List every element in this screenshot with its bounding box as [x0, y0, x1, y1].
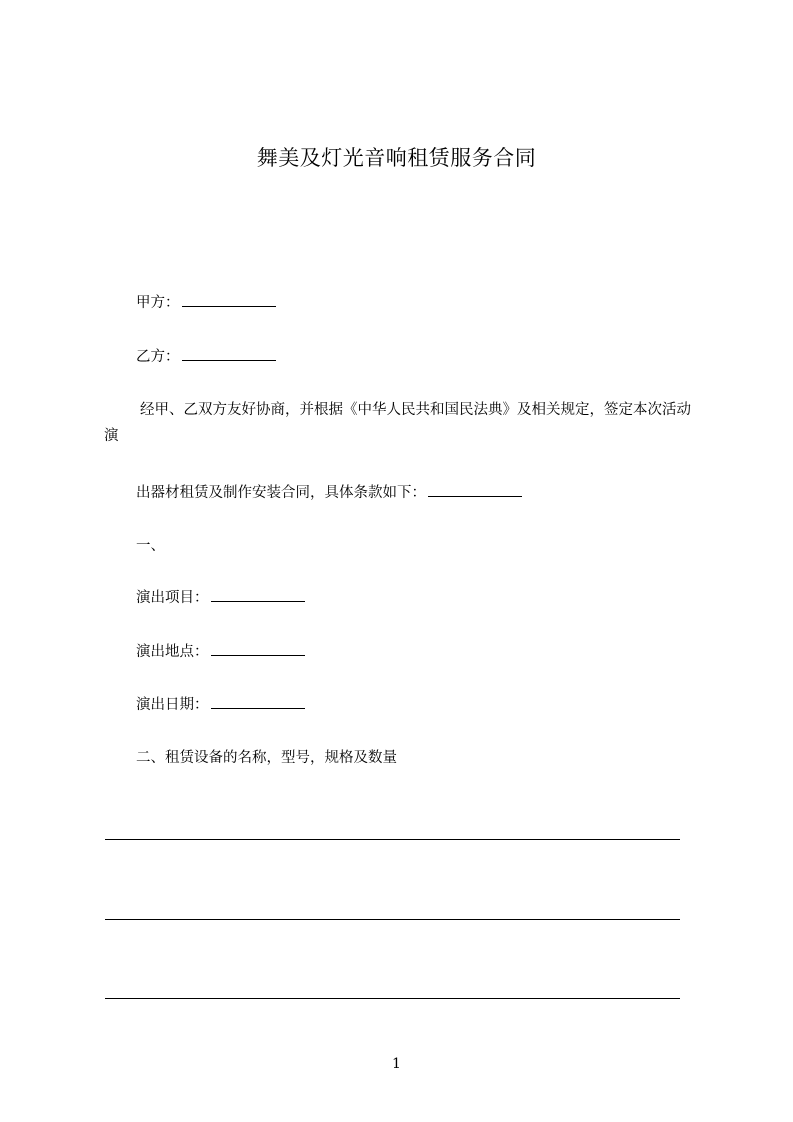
section-one-heading: 一、 [136, 538, 165, 554]
project-blank [211, 587, 305, 602]
document-title: 舞美及灯光音响租赁服务合同 [256, 146, 537, 170]
equipment-blank-line-1 [105, 839, 680, 840]
party-a-blank [182, 292, 276, 307]
location-blank [211, 641, 305, 656]
intro-continued-line [136, 481, 522, 502]
intro-paragraph: 经甲、乙双方友好协商，并根据《中华人民共和国民法典》及相关规定，签定本次活动演 [104, 402, 691, 444]
equipment-blank-line-2 [105, 919, 680, 920]
date-label: 演出日期： [136, 697, 209, 713]
intro-continued-text: 出器材租赁及制作安装合同，具体条款如下： [136, 485, 426, 501]
party-b-blank [182, 346, 276, 361]
date-blank [211, 694, 305, 709]
date-line [136, 693, 305, 714]
location-label: 演出地点： [136, 644, 209, 660]
party-b-line [136, 345, 276, 366]
equipment-blank-line-3 [105, 998, 680, 999]
project-label: 演出项目： [136, 590, 209, 606]
page-number: 1 [392, 1056, 401, 1072]
intro-blank [428, 482, 522, 497]
party-a-line [136, 291, 276, 312]
project-line [136, 586, 305, 607]
party-b-label: 乙方： [136, 349, 180, 365]
party-a-label: 甲方： [136, 295, 180, 311]
section-two-heading: 二、租赁设备的名称，型号，规格及数量 [136, 750, 397, 766]
location-line [136, 640, 305, 661]
